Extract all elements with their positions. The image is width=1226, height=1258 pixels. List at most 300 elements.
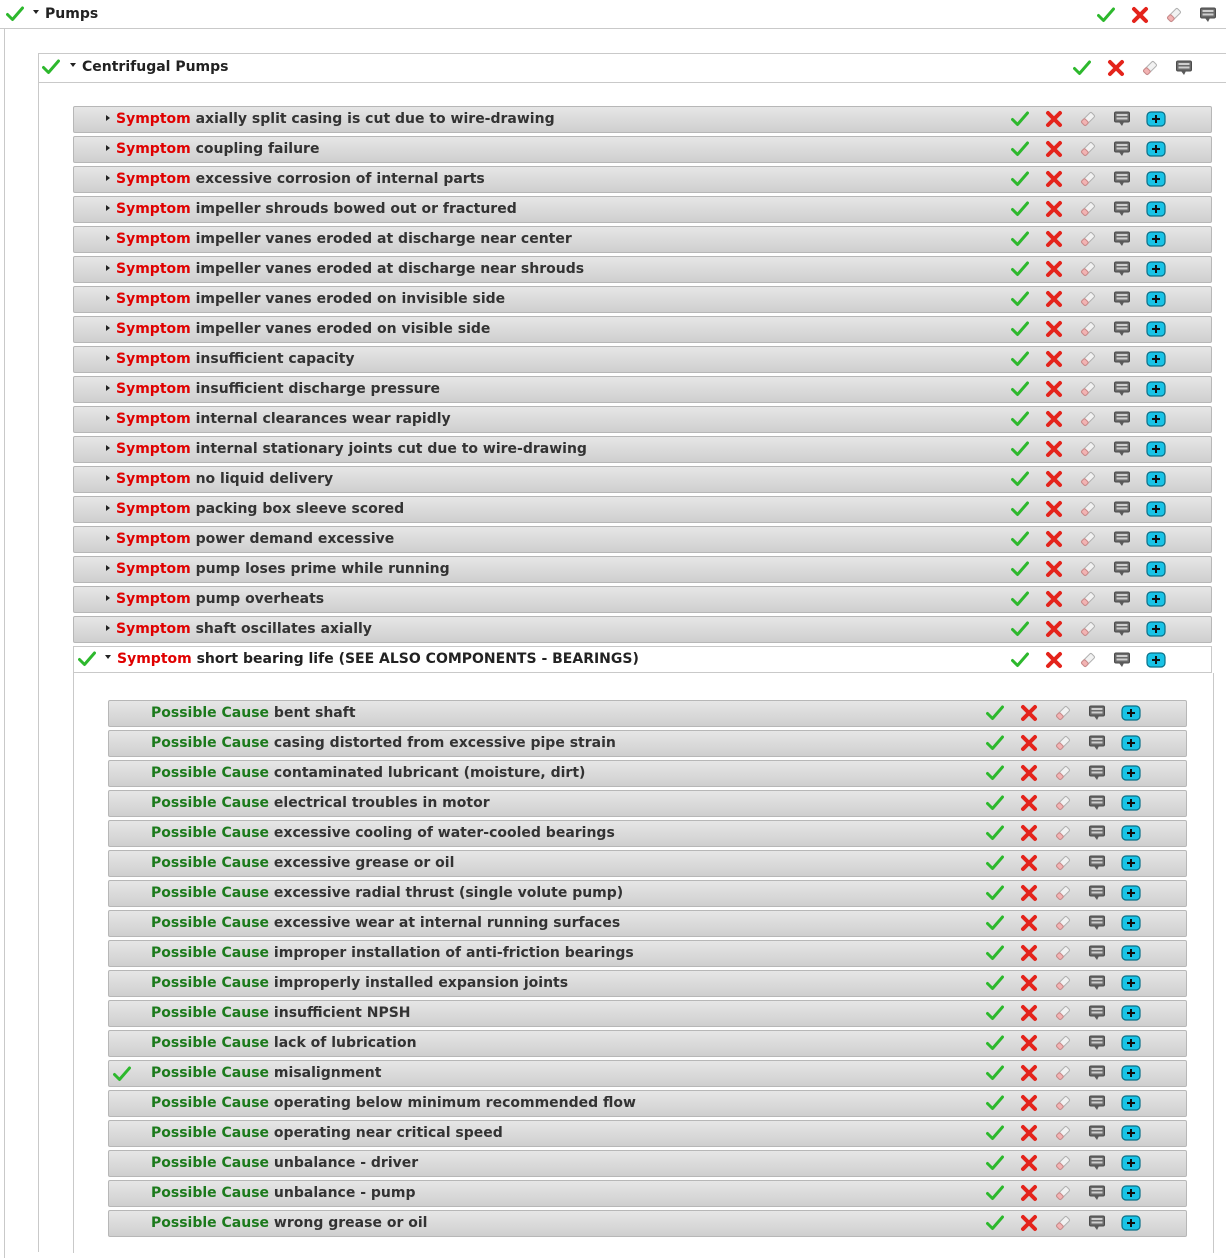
eraser-icon[interactable] (1077, 198, 1099, 220)
symptom-text: impeller vanes eroded at discharge near shrouds (190, 261, 585, 277)
centrifugal-panel-header (38, 53, 1226, 83)
comment-icon[interactable] (1111, 618, 1133, 640)
cause-row-toolbar (984, 731, 1144, 756)
cause-keyword: Possible Cause (151, 1215, 270, 1231)
symptom-row-toolbar (1009, 167, 1169, 192)
check-icon[interactable] (1009, 108, 1031, 130)
symptom-row[interactable] (73, 226, 1212, 253)
cause-row[interactable] (108, 850, 1187, 877)
cause-keyword: Possible Cause (151, 1155, 270, 1171)
eraser-icon[interactable] (1077, 258, 1099, 280)
symptom-row-toolbar (1009, 227, 1169, 252)
check-icon[interactable] (984, 1092, 1006, 1114)
eraser-icon[interactable] (1077, 588, 1099, 610)
add-icon[interactable] (1145, 348, 1167, 370)
cause-row[interactable] (108, 1210, 1187, 1237)
cause-row[interactable] (108, 730, 1187, 757)
symptom-row-toolbar (1009, 137, 1169, 162)
add-icon[interactable] (1145, 288, 1167, 310)
reject-icon[interactable] (1018, 1122, 1040, 1144)
symptom-keyword: Symptom (116, 321, 191, 337)
symptom-row-toolbar (1009, 497, 1169, 522)
cause-keyword: Possible Cause (151, 1065, 270, 1081)
add-icon[interactable] (1120, 732, 1142, 754)
chevron-right-icon (106, 145, 110, 151)
cause-keyword: Possible Cause (151, 735, 270, 751)
cause-text: lack of lubrication (269, 1035, 417, 1051)
eraser-icon[interactable] (1139, 57, 1161, 79)
add-icon[interactable] (1145, 198, 1167, 220)
add-icon[interactable] (1120, 852, 1142, 874)
check-icon[interactable] (984, 732, 1006, 754)
reject-icon[interactable] (1018, 1152, 1040, 1174)
add-icon[interactable] (1145, 318, 1167, 340)
symptom-keyword: Symptom (116, 291, 191, 307)
cause-row[interactable] (108, 970, 1187, 997)
comment-icon[interactable] (1111, 228, 1133, 250)
comment-icon[interactable] (1086, 732, 1108, 754)
reject-icon[interactable] (1018, 912, 1040, 934)
add-icon[interactable] (1120, 1092, 1142, 1114)
add-icon[interactable] (1120, 1032, 1142, 1054)
check-icon[interactable] (984, 702, 1006, 724)
cause-row-label (151, 881, 623, 906)
symptom-row[interactable] (73, 496, 1212, 523)
reject-icon[interactable] (1018, 732, 1040, 754)
check-icon[interactable] (984, 1032, 1006, 1054)
check-icon[interactable] (1009, 468, 1031, 490)
check-icon[interactable] (984, 792, 1006, 814)
comment-icon[interactable] (1086, 1032, 1108, 1054)
check-icon[interactable] (1009, 588, 1031, 610)
check-icon[interactable] (984, 822, 1006, 844)
eraser-icon[interactable] (1052, 762, 1074, 784)
add-icon[interactable] (1120, 1002, 1142, 1024)
reject-icon[interactable] (1043, 468, 1065, 490)
check-icon[interactable] (1009, 618, 1031, 640)
cause-row[interactable] (108, 1000, 1187, 1027)
symptom-text: shaft oscillates axially (190, 621, 372, 637)
comment-icon[interactable] (1086, 852, 1108, 874)
check-icon[interactable] (984, 852, 1006, 874)
cause-row[interactable] (108, 940, 1187, 967)
comment-icon[interactable] (1111, 288, 1133, 310)
add-icon[interactable] (1120, 912, 1142, 934)
cause-row[interactable] (108, 1090, 1187, 1117)
check-icon[interactable] (984, 1002, 1006, 1024)
symptom-keyword: Symptom (116, 261, 191, 277)
eraser-icon[interactable] (1052, 702, 1074, 724)
symptom-text: impeller vanes eroded on visible side (190, 321, 491, 337)
comment-icon[interactable] (1086, 1212, 1108, 1234)
reject-icon[interactable] (1043, 498, 1065, 520)
reject-icon[interactable] (1043, 348, 1065, 370)
comment-icon[interactable] (1173, 57, 1195, 79)
check-icon[interactable] (1095, 4, 1117, 26)
symptom-row-label (106, 257, 584, 282)
add-icon[interactable] (1145, 528, 1167, 550)
cause-row[interactable] (108, 1120, 1187, 1147)
comment-icon[interactable] (1111, 318, 1133, 340)
chevron-right-icon (106, 445, 110, 451)
check-icon[interactable] (984, 1152, 1006, 1174)
check-icon[interactable] (984, 1212, 1006, 1234)
add-icon[interactable] (1145, 438, 1167, 460)
check-icon[interactable] (1009, 408, 1031, 430)
pumps-title: Pumps (45, 6, 99, 22)
check-icon[interactable] (1009, 258, 1031, 280)
eraser-icon[interactable] (1052, 972, 1074, 994)
symptom-row[interactable] (73, 286, 1212, 313)
add-icon[interactable] (1145, 258, 1167, 280)
comment-icon[interactable] (1086, 882, 1108, 904)
chevron-right-icon (106, 415, 110, 421)
comment-icon[interactable] (1086, 792, 1108, 814)
expanded-symptom-toolbar (1009, 645, 1169, 670)
check-icon[interactable] (984, 912, 1006, 934)
check-icon[interactable] (1009, 138, 1031, 160)
cause-row[interactable] (108, 1150, 1187, 1177)
comment-icon[interactable] (1086, 1152, 1108, 1174)
add-icon[interactable] (1145, 408, 1167, 430)
cause-keyword: Possible Cause (151, 855, 270, 871)
cause-row-label (151, 761, 585, 786)
comment-icon[interactable] (1111, 138, 1133, 160)
chevron-right-icon (106, 355, 110, 361)
reject-icon[interactable] (1018, 1092, 1040, 1114)
symptom-row[interactable] (73, 616, 1212, 643)
cause-row[interactable] (108, 700, 1187, 727)
add-icon[interactable] (1120, 762, 1142, 784)
check-icon[interactable] (1009, 558, 1031, 580)
reject-icon[interactable] (1043, 228, 1065, 250)
symptom-keyword: Symptom (116, 471, 191, 487)
eraser-icon[interactable] (1052, 1212, 1074, 1234)
comment-icon[interactable] (1111, 649, 1133, 671)
comment-icon[interactable] (1086, 1062, 1108, 1084)
check-icon[interactable] (984, 762, 1006, 784)
cause-row-label (151, 1061, 381, 1086)
comment-icon[interactable] (1086, 942, 1108, 964)
centrifugal-toolbar (1071, 53, 1201, 81)
cause-text: contaminated lubricant (moisture, dirt) (269, 765, 586, 781)
add-icon[interactable] (1120, 1212, 1142, 1234)
add-icon[interactable] (1145, 649, 1167, 671)
add-icon[interactable] (1145, 108, 1167, 130)
reject-icon[interactable] (1043, 588, 1065, 610)
cause-row[interactable] (108, 1180, 1187, 1207)
symptom-row[interactable] (73, 136, 1212, 163)
eraser-icon[interactable] (1052, 1062, 1074, 1084)
eraser-icon[interactable] (1163, 4, 1185, 26)
cause-row[interactable] (108, 1030, 1187, 1057)
add-icon[interactable] (1120, 1122, 1142, 1144)
eraser-icon[interactable] (1052, 912, 1074, 934)
symptom-text: impeller shrouds bowed out or fractured (190, 201, 517, 217)
check-icon (4, 3, 26, 25)
check-icon[interactable] (1009, 649, 1031, 671)
cause-row-toolbar (984, 821, 1144, 846)
check-icon[interactable] (1009, 438, 1031, 460)
eraser-icon[interactable] (1077, 138, 1099, 160)
cause-row[interactable] (108, 880, 1187, 907)
check-icon[interactable] (984, 1122, 1006, 1144)
reject-icon[interactable] (1043, 618, 1065, 640)
symptom-row-label (106, 287, 505, 312)
reject-icon[interactable] (1105, 57, 1127, 79)
eraser-icon[interactable] (1077, 288, 1099, 310)
check-icon[interactable] (1009, 318, 1031, 340)
add-icon[interactable] (1145, 498, 1167, 520)
reject-icon[interactable] (1018, 1182, 1040, 1204)
check-icon[interactable] (984, 942, 1006, 964)
comment-icon[interactable] (1086, 972, 1108, 994)
comment-icon[interactable] (1111, 408, 1133, 430)
cause-row-label (151, 821, 615, 846)
eraser-icon[interactable] (1052, 1182, 1074, 1204)
eraser-icon[interactable] (1077, 498, 1099, 520)
chevron-down-icon (70, 63, 76, 67)
check-icon[interactable] (1009, 198, 1031, 220)
chevron-right-icon (106, 265, 110, 271)
eraser-icon[interactable] (1052, 1032, 1074, 1054)
symptom-row[interactable] (73, 556, 1212, 583)
eraser-icon[interactable] (1052, 942, 1074, 964)
reject-icon[interactable] (1018, 762, 1040, 784)
reject-icon[interactable] (1129, 4, 1151, 26)
symptom-row[interactable] (73, 316, 1212, 343)
symptom-row[interactable] (73, 106, 1212, 133)
reject-icon[interactable] (1043, 408, 1065, 430)
comment-icon[interactable] (1086, 822, 1108, 844)
cause-row-toolbar (984, 1211, 1144, 1236)
comment-icon[interactable] (1111, 378, 1133, 400)
eraser-icon[interactable] (1052, 822, 1074, 844)
comment-icon[interactable] (1111, 168, 1133, 190)
reject-icon[interactable] (1018, 1062, 1040, 1084)
reject-icon[interactable] (1043, 198, 1065, 220)
reject-icon[interactable] (1018, 792, 1040, 814)
reject-icon[interactable] (1043, 258, 1065, 280)
symptom-row-label (106, 407, 451, 432)
reject-icon[interactable] (1018, 942, 1040, 964)
symptom-row-label (106, 467, 333, 492)
cause-keyword: Possible Cause (151, 945, 270, 961)
check-icon[interactable] (984, 1182, 1006, 1204)
add-icon[interactable] (1145, 168, 1167, 190)
cause-keyword: Possible Cause (151, 885, 270, 901)
eraser-icon[interactable] (1077, 168, 1099, 190)
symptom-row-label (106, 377, 440, 402)
reject-icon[interactable] (1043, 168, 1065, 190)
add-icon[interactable] (1145, 468, 1167, 490)
comment-icon[interactable] (1111, 468, 1133, 490)
add-icon[interactable] (1145, 138, 1167, 160)
symptom-text: impeller vanes eroded on invisible side (190, 291, 506, 307)
reject-icon[interactable] (1018, 822, 1040, 844)
expanded-symptom-toggle[interactable] (105, 646, 639, 673)
eraser-icon[interactable] (1077, 649, 1099, 671)
eraser-icon[interactable] (1077, 318, 1099, 340)
symptom-row[interactable] (73, 526, 1212, 553)
reject-icon[interactable] (1018, 1002, 1040, 1024)
cause-text: misalignment (269, 1065, 382, 1081)
add-icon[interactable] (1120, 702, 1142, 724)
add-icon[interactable] (1145, 558, 1167, 580)
cause-row[interactable] (108, 1060, 1187, 1087)
check-icon[interactable] (1009, 348, 1031, 370)
add-icon[interactable] (1120, 822, 1142, 844)
comment-icon[interactable] (1111, 438, 1133, 460)
cause-text: operating below minimum recommended flow (269, 1095, 636, 1111)
eraser-icon[interactable] (1052, 1002, 1074, 1024)
cause-row[interactable] (108, 820, 1187, 847)
comment-icon[interactable] (1111, 198, 1133, 220)
centrifugal-toggle[interactable] (70, 53, 229, 81)
symptom-keyword: Symptom (116, 111, 191, 127)
add-icon[interactable] (1120, 882, 1142, 904)
cause-text: bent shaft (269, 705, 356, 721)
check-icon (40, 56, 62, 78)
reject-icon[interactable] (1043, 288, 1065, 310)
symptom-row[interactable] (73, 466, 1212, 493)
eraser-icon[interactable] (1077, 618, 1099, 640)
cause-text: casing distorted from excessive pipe strain (269, 735, 616, 751)
check-icon[interactable] (984, 972, 1006, 994)
symptom-keyword: Symptom (116, 531, 191, 547)
comment-icon[interactable] (1086, 762, 1108, 784)
add-icon[interactable] (1145, 378, 1167, 400)
add-icon[interactable] (1145, 228, 1167, 250)
eraser-icon[interactable] (1052, 792, 1074, 814)
comment-icon[interactable] (1086, 1122, 1108, 1144)
eraser-icon[interactable] (1052, 882, 1074, 904)
pumps-toggle[interactable] (33, 0, 98, 28)
symptom-row[interactable] (73, 256, 1212, 283)
reject-icon[interactable] (1043, 649, 1065, 671)
check-icon[interactable] (1009, 288, 1031, 310)
symptom-row[interactable] (73, 196, 1212, 223)
cause-keyword: Possible Cause (151, 1005, 270, 1021)
check-icon[interactable] (984, 1062, 1006, 1084)
comment-icon[interactable] (1111, 108, 1133, 130)
eraser-icon[interactable] (1077, 348, 1099, 370)
symptom-row[interactable] (73, 406, 1212, 433)
symptom-text: insufficient discharge pressure (190, 381, 441, 397)
add-icon[interactable] (1145, 618, 1167, 640)
symptom-keyword: Symptom (116, 171, 191, 187)
add-icon[interactable] (1120, 1062, 1142, 1084)
add-icon[interactable] (1120, 972, 1142, 994)
eraser-icon[interactable] (1052, 1152, 1074, 1174)
reject-icon[interactable] (1018, 972, 1040, 994)
symptom-row-toolbar (1009, 527, 1169, 552)
cause-row[interactable] (108, 790, 1187, 817)
eraser-icon[interactable] (1077, 528, 1099, 550)
comment-icon[interactable] (1111, 588, 1133, 610)
comment-icon[interactable] (1086, 702, 1108, 724)
cause-row[interactable] (108, 910, 1187, 937)
check-icon[interactable] (1009, 378, 1031, 400)
check-icon[interactable] (984, 882, 1006, 904)
cause-row[interactable] (108, 760, 1187, 787)
check-icon[interactable] (1009, 528, 1031, 550)
eraser-icon[interactable] (1077, 438, 1099, 460)
check-icon[interactable] (1009, 228, 1031, 250)
comment-icon[interactable] (1111, 558, 1133, 580)
chevron-right-icon (106, 235, 110, 241)
eraser-icon[interactable] (1077, 468, 1099, 490)
reject-icon[interactable] (1043, 318, 1065, 340)
symptom-row[interactable] (73, 346, 1212, 373)
eraser-icon[interactable] (1077, 558, 1099, 580)
add-icon[interactable] (1145, 588, 1167, 610)
reject-icon[interactable] (1018, 1032, 1040, 1054)
symptom-row-label (106, 587, 324, 612)
comment-icon[interactable] (1111, 498, 1133, 520)
eraser-icon[interactable] (1077, 228, 1099, 250)
reject-icon[interactable] (1043, 378, 1065, 400)
comment-icon[interactable] (1086, 1092, 1108, 1114)
symptom-row[interactable] (73, 166, 1212, 193)
eraser-icon[interactable] (1077, 108, 1099, 130)
chevron-right-icon (106, 325, 110, 331)
symptom-row[interactable] (73, 586, 1212, 613)
cause-row-label (151, 851, 454, 876)
reject-icon[interactable] (1043, 138, 1065, 160)
reject-icon[interactable] (1018, 702, 1040, 724)
add-icon[interactable] (1120, 792, 1142, 814)
add-icon[interactable] (1120, 942, 1142, 964)
reject-icon[interactable] (1043, 558, 1065, 580)
expanded-symptom-header (73, 646, 1212, 673)
check-icon[interactable] (1009, 168, 1031, 190)
reject-icon[interactable] (1043, 528, 1065, 550)
reject-icon[interactable] (1018, 1212, 1040, 1234)
pumps-toolbar (1095, 0, 1225, 28)
add-icon[interactable] (1120, 1152, 1142, 1174)
comment-icon[interactable] (1086, 1002, 1108, 1024)
comment-icon[interactable] (1086, 912, 1108, 934)
check-icon[interactable] (1071, 57, 1093, 79)
comment-icon[interactable] (1111, 528, 1133, 550)
eraser-icon[interactable] (1052, 732, 1074, 754)
reject-icon[interactable] (1018, 882, 1040, 904)
symptom-row[interactable] (73, 376, 1212, 403)
eraser-icon[interactable] (1077, 408, 1099, 430)
comment-icon[interactable] (1111, 348, 1133, 370)
eraser-icon[interactable] (1052, 1122, 1074, 1144)
reject-icon[interactable] (1018, 852, 1040, 874)
eraser-icon[interactable] (1052, 1092, 1074, 1114)
symptom-keyword: Symptom (116, 381, 191, 397)
symptom-row[interactable] (73, 436, 1212, 463)
reject-icon[interactable] (1043, 438, 1065, 460)
comment-icon[interactable] (1086, 1182, 1108, 1204)
cause-row-toolbar (984, 851, 1144, 876)
comment-icon[interactable] (1197, 4, 1219, 26)
symptom-keyword: Symptom (116, 201, 191, 217)
add-icon[interactable] (1120, 1182, 1142, 1204)
symptom-text: pump overheats (190, 591, 325, 607)
eraser-icon[interactable] (1077, 378, 1099, 400)
cause-row-label (151, 731, 616, 756)
reject-icon[interactable] (1043, 108, 1065, 130)
cause-text: improperly installed expansion joints (269, 975, 569, 991)
eraser-icon[interactable] (1052, 852, 1074, 874)
comment-icon[interactable] (1111, 258, 1133, 280)
check-icon[interactable] (1009, 498, 1031, 520)
